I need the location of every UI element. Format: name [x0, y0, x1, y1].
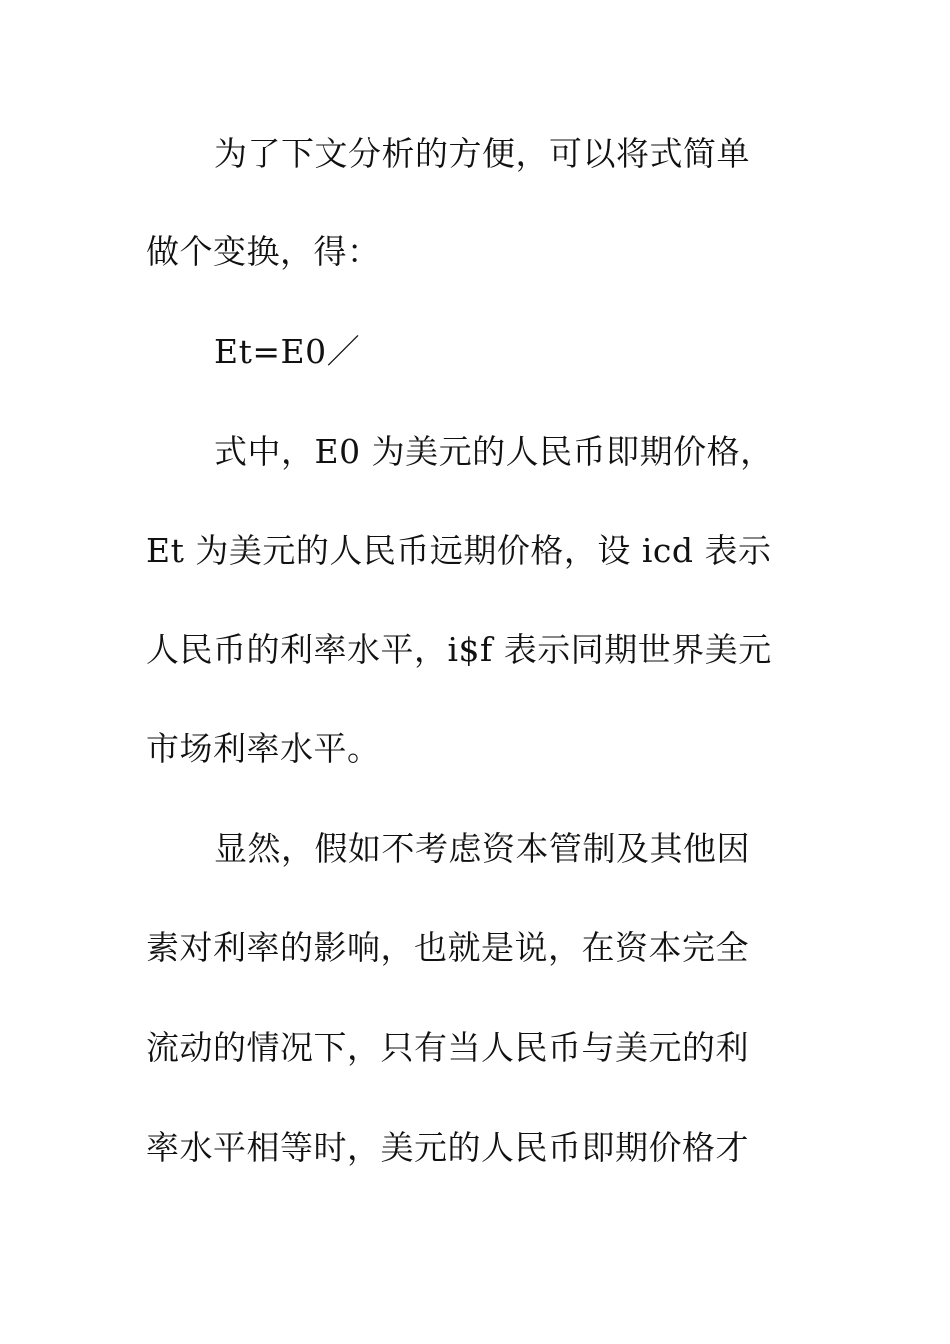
paragraph-3-line-2: 素对利率的影响，也就是说，在资本完全: [146, 928, 749, 967]
paragraph-2-line-4: 市场利率水平。: [146, 729, 381, 768]
paragraph-2-line-3: 人民币的利率水平，i$f 表示同期世界美元: [146, 630, 772, 669]
paragraph-1-line-2: 做个变换，得：: [146, 232, 381, 271]
paragraph-1-line-1: 为了下文分析的方便，可以将式简单: [214, 134, 750, 173]
formula-line: Et=E0／: [214, 332, 361, 371]
paragraph-3-line-4: 率水平相等时，美元的人民币即期价格才: [146, 1128, 749, 1167]
paragraph-3-line-3: 流动的情况下，只有当人民币与美元的利: [146, 1028, 749, 1067]
paragraph-2-line-1: 式中，E0 为美元的人民币即期价格，: [214, 432, 774, 471]
paragraph-2-line-2: Et 为美元的人民币远期价格，设 icd 表示: [146, 531, 772, 570]
paragraph-3-line-1: 显然，假如不考虑资本管制及其他因: [214, 829, 750, 868]
